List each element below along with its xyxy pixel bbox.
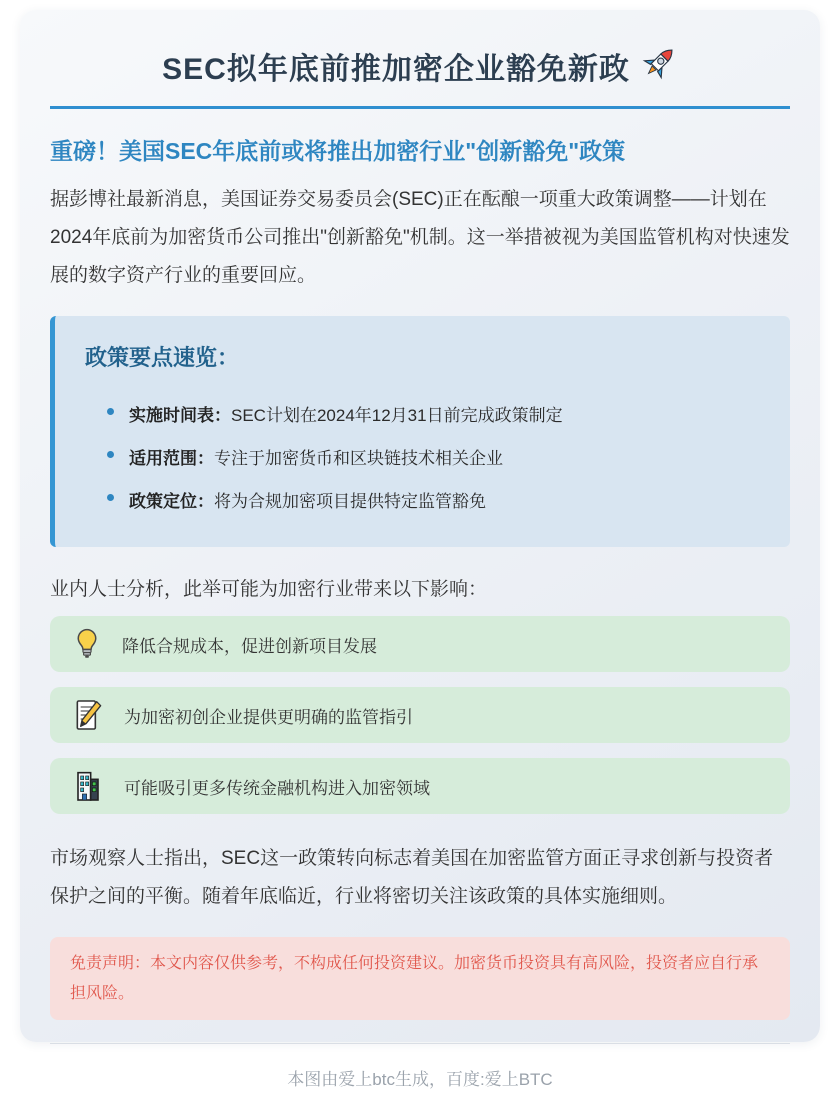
bullet-dot-icon bbox=[107, 494, 114, 501]
footer-credit: 本图由爱上btc生成，百度:爱上BTC bbox=[50, 1043, 790, 1100]
impact-text: 可能吸引更多传统金融机构进入加密领域 bbox=[124, 778, 430, 798]
lightbulb-icon bbox=[72, 627, 102, 661]
bank-icon bbox=[72, 769, 104, 803]
title-divider bbox=[50, 106, 790, 109]
disclaimer-box: 免责声明：本文内容仅供参考，不构成任何投资建议。加密货币投资具有高风险，投资者应自行承担风险。 bbox=[50, 937, 790, 1020]
policy-list bbox=[85, 392, 760, 521]
impact-text: 降低合规成本，促进创新项目发展 bbox=[122, 636, 377, 656]
article-card bbox=[20, 10, 820, 1090]
impact-text: 为加密初创企业提供更明确的监管指引 bbox=[124, 707, 413, 727]
bullet-dot-icon bbox=[107, 408, 114, 415]
bullet-dot-icon bbox=[107, 451, 114, 458]
outlook-paragraph: 市场观察人士指出，SEC这一政策转向标志着美国在加密监管方面正寻求创新与投资者保护之间的平衡。随着年底临近，行业将密切关注该政策的具体实施细则。 bbox=[50, 848, 774, 907]
intro-paragraph: 据彭博社最新消息，美国证券交易委员会(SEC)正在酝酿一项重大政策调整——计划在2024年底前为加密货币公司推出"创新豁免"机制。这一举措被视为美国监管机构对快速发展的数字资产行业的重要回应。 bbox=[50, 189, 790, 286]
impact-item-institutions bbox=[50, 758, 790, 814]
page-title-text: SEC拟年底前推加密企业豁免新政 bbox=[162, 53, 630, 86]
impact-item-guidance bbox=[50, 687, 790, 743]
policy-box-title: 政策要点速览： bbox=[85, 345, 240, 370]
rocket-icon bbox=[642, 44, 678, 88]
impact-item-compliance bbox=[50, 616, 790, 672]
memo-icon bbox=[72, 698, 104, 732]
policy-item-scope: 适用范围：专注于加密货币和区块链技术相关企业 bbox=[107, 435, 760, 478]
policy-item-positioning: 政策定位：将为合规加密项目提供特定监管豁免 bbox=[107, 478, 760, 521]
policy-item-timeline: 实施时间表：SEC计划在2024年12月31日前完成政策制定 bbox=[107, 392, 760, 435]
analysis-lead: 业内人士分析，此举可能为加密行业带来以下影响： bbox=[50, 579, 488, 600]
policy-highlights-box bbox=[50, 316, 790, 547]
page-title bbox=[50, 44, 790, 88]
article-headline: 重磅！美国SEC年底前或将推出加密行业"创新豁免"政策 bbox=[50, 138, 626, 164]
